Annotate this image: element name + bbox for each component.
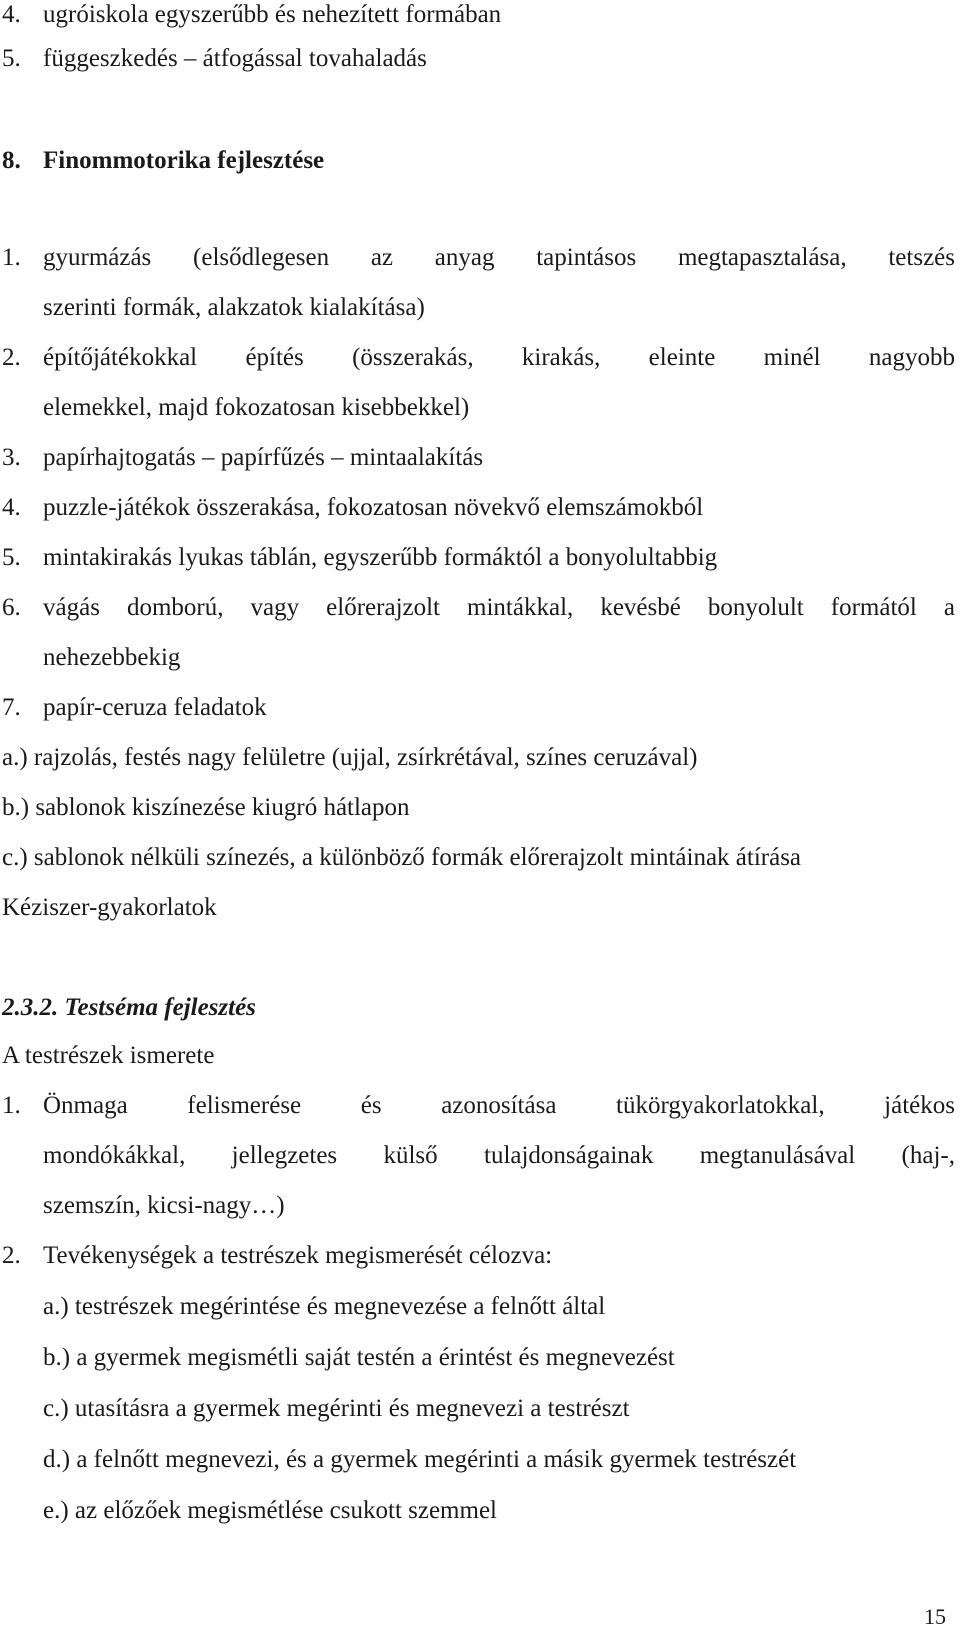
sub-item-text: c.) sablonok nélküli színezés, a különböző formák előrerajzolt mintáinak átírása	[2, 844, 802, 871]
list-text: elemekkel, majd fokozatosan kisebbekkel)	[43, 394, 470, 421]
list-text: függeszkedés – átfogással tovahaladás	[43, 45, 427, 72]
paragraph-text: A testrészek ismerete	[2, 1042, 215, 1069]
page-number: 15	[924, 1604, 946, 1629]
section-number: 8.	[2, 147, 21, 174]
list-number: 5.	[2, 544, 21, 571]
list-number: 7.	[2, 694, 21, 721]
list-text: papír-ceruza feladatok	[43, 694, 267, 721]
list-text: vágás domború, vagy előrerajzolt mintákkal, kevésbé bonyolult formától a	[43, 594, 955, 621]
list-text: szemszín, kicsi-nagy…)	[43, 1192, 285, 1219]
list-number: 1.	[2, 1092, 21, 1119]
list-number: 6.	[2, 594, 21, 621]
list-number: 5.	[2, 45, 21, 72]
sub-item-text: a.) rajzolás, festés nagy felületre (ujjal, zsírkrétával, színes ceruzával)	[2, 744, 698, 771]
list-text: nehezebbekig	[43, 644, 181, 671]
list-number: 4.	[2, 1, 21, 28]
list-number: 1.	[2, 244, 21, 271]
list-text: gyurmázás (elsődlegesen az anyag tapintásos megtapasztalása, tetszés	[43, 244, 955, 271]
sub-item-text: e.) az előzőek megismétlése csukott szemmel	[43, 1497, 497, 1524]
list-text: puzzle-játékok összerakása, fokozatosan növekvő elemszámokból	[43, 494, 704, 521]
subsection-title: 2.3.2. Testséma fejlesztés	[2, 994, 256, 1021]
list-number: 2.	[2, 1242, 21, 1269]
section-title: Finommotorika fejlesztése	[43, 147, 325, 174]
sub-item-text: a.) testrészek megérintése és megnevezése a felnőtt által	[43, 1293, 606, 1320]
sub-item-text: b.) sablonok kiszínezése kiugró hátlapon	[2, 794, 410, 821]
sub-item-text: d.) a felnőtt megnevezi, és a gyermek megérinti a másik gyermek testrészét	[43, 1446, 797, 1473]
list-number: 2.	[2, 344, 21, 371]
list-text: mondókákkal, jellegzetes külső tulajdonságainak megtanulásával (haj-,	[43, 1142, 955, 1169]
list-text: papírhajtogatás – papírfűzés – mintaalakítás	[43, 444, 484, 471]
list-text: Önmaga felismerése és azonosítása tükörgyakorlatokkal, játékos	[43, 1092, 955, 1119]
sub-item-text: b.) a gyermek megismétli saját testén a érintést és megnevezést	[43, 1344, 675, 1371]
list-text: mintakirakás lyukas táblán, egyszerűbb formáktól a bonyolultabbig	[43, 544, 718, 571]
list-text: Tevékenységek a testrészek megismerését célozva:	[43, 1242, 553, 1269]
list-number: 4.	[2, 494, 21, 521]
sub-item-text: c.) utasításra a gyermek megérinti és megnevezi a testrészt	[43, 1395, 630, 1422]
list-text: ugróiskola egyszerűbb és nehezített formában	[43, 1, 502, 28]
list-text: szerinti formák, alakzatok kialakítása)	[43, 294, 425, 321]
list-text: építőjátékokkal építés (összerakás, kirakás, eleinte minél nagyobb	[43, 344, 955, 371]
paragraph-text: Kéziszer-gyakorlatok	[2, 894, 217, 921]
list-number: 3.	[2, 444, 21, 471]
